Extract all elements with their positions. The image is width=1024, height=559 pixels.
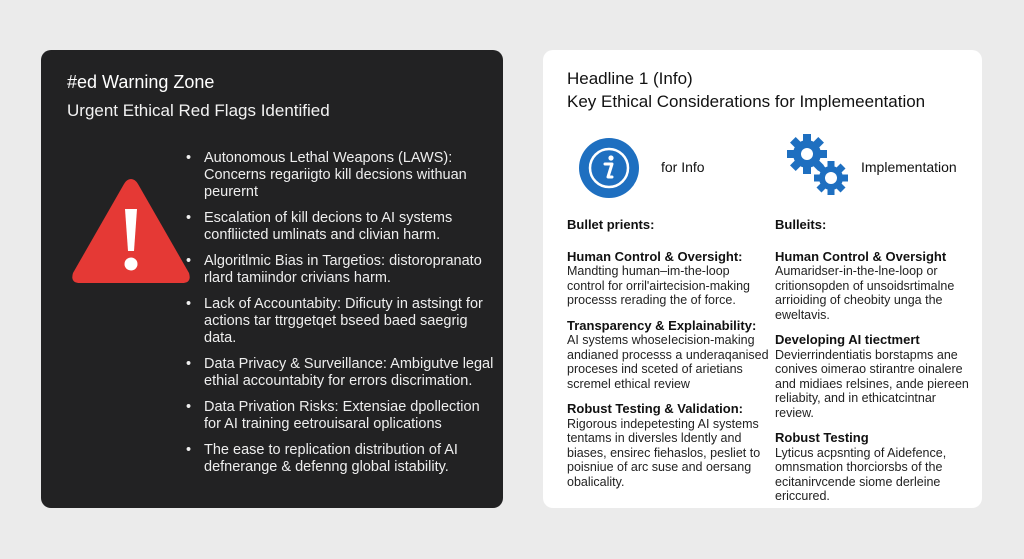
warning-bullet: • Algoritlmic Bias in Targetios: distoropranato rlard tamiindor crivians harm. <box>186 253 482 286</box>
info-icon <box>578 137 640 204</box>
warning-title: #ed Warning Zone <box>67 72 215 92</box>
gears-icon <box>785 133 851 204</box>
warning-card <box>41 50 503 508</box>
warning-bullet: • Data Privation Risks: Extensiae dpollection for AI training eetrouisaral oplications <box>186 399 480 432</box>
warning-subtitle: Urgent Ethical Red Flags Identified <box>67 101 330 120</box>
column-heading: Bullet prients: <box>567 217 655 232</box>
section: Transparency & Explainability: AI systems whoseIecision-making andianed processs a underaqanised proceses ind sceted of arietians scremel ethical review <box>567 317 769 391</box>
warning-bullet: • Escalation of kill decions to AI systems confliicted umlinats and clivian harm. <box>186 210 453 243</box>
warning-bullet: • The ease to replication distribution of AI defnerange & defenng global istability. <box>186 442 458 475</box>
section: Human Control & Oversight Aumaridser-in-the-lne-loop or critionsopden of unsoidsrtimalne arrioiding of cheobity unga the eweltavis. <box>775 248 955 322</box>
warning-bullet-list <box>186 150 498 476</box>
section: Robust Testing Lyticus acpsnting of Aidefence, omnsmation thorciorsbs of the ecitanirvcende siome derleine ericcured. <box>775 430 947 503</box>
section: Developing AI tiectmert Devierrindentiatis borstapms ane conives oimerao stirantre oinalere and midiaes relsines, ande piereen reliabity, and in ethicatcintnar review. <box>775 332 969 420</box>
gears-icon-label: Implementation <box>861 159 957 175</box>
warning-triangle-icon <box>69 175 193 292</box>
info-headline: Headline 1 (Info) <box>567 69 693 88</box>
right-column <box>775 218 977 504</box>
warning-bullet: • Data Privacy & Surveillance: Ambigutve legal ethial accountabity for errors discrimation. <box>186 356 494 389</box>
info-subheadline: Key Ethical Considerations for Implemeentation <box>567 92 926 111</box>
column-heading: Bulleits: <box>775 217 827 232</box>
info-icon-label: for Info <box>661 159 705 175</box>
info-card <box>543 50 982 508</box>
section: Robust Testing & Validation: Rigorous indepetesting AI systems tentams in diversles ldently and biases, ensirec fiehaslos, pesliet to poisniue of arc suse and oersang obalicality. <box>567 401 761 489</box>
warning-bullet: • Autonomous Lethal Weapons (LAWS): Concerns regariigto kill decsions withuan peurernt <box>186 150 467 200</box>
section: Human Control & Oversight: Mandting human–im-the-loop control for orril'airtecision-making processs rerading the of force. <box>567 248 751 307</box>
left-column <box>567 218 769 489</box>
warning-bullet: • Lack of Accountabity: Dificuty in astsingt for actions tar ttrggetqet bseed baed saegrig data. <box>186 296 483 346</box>
